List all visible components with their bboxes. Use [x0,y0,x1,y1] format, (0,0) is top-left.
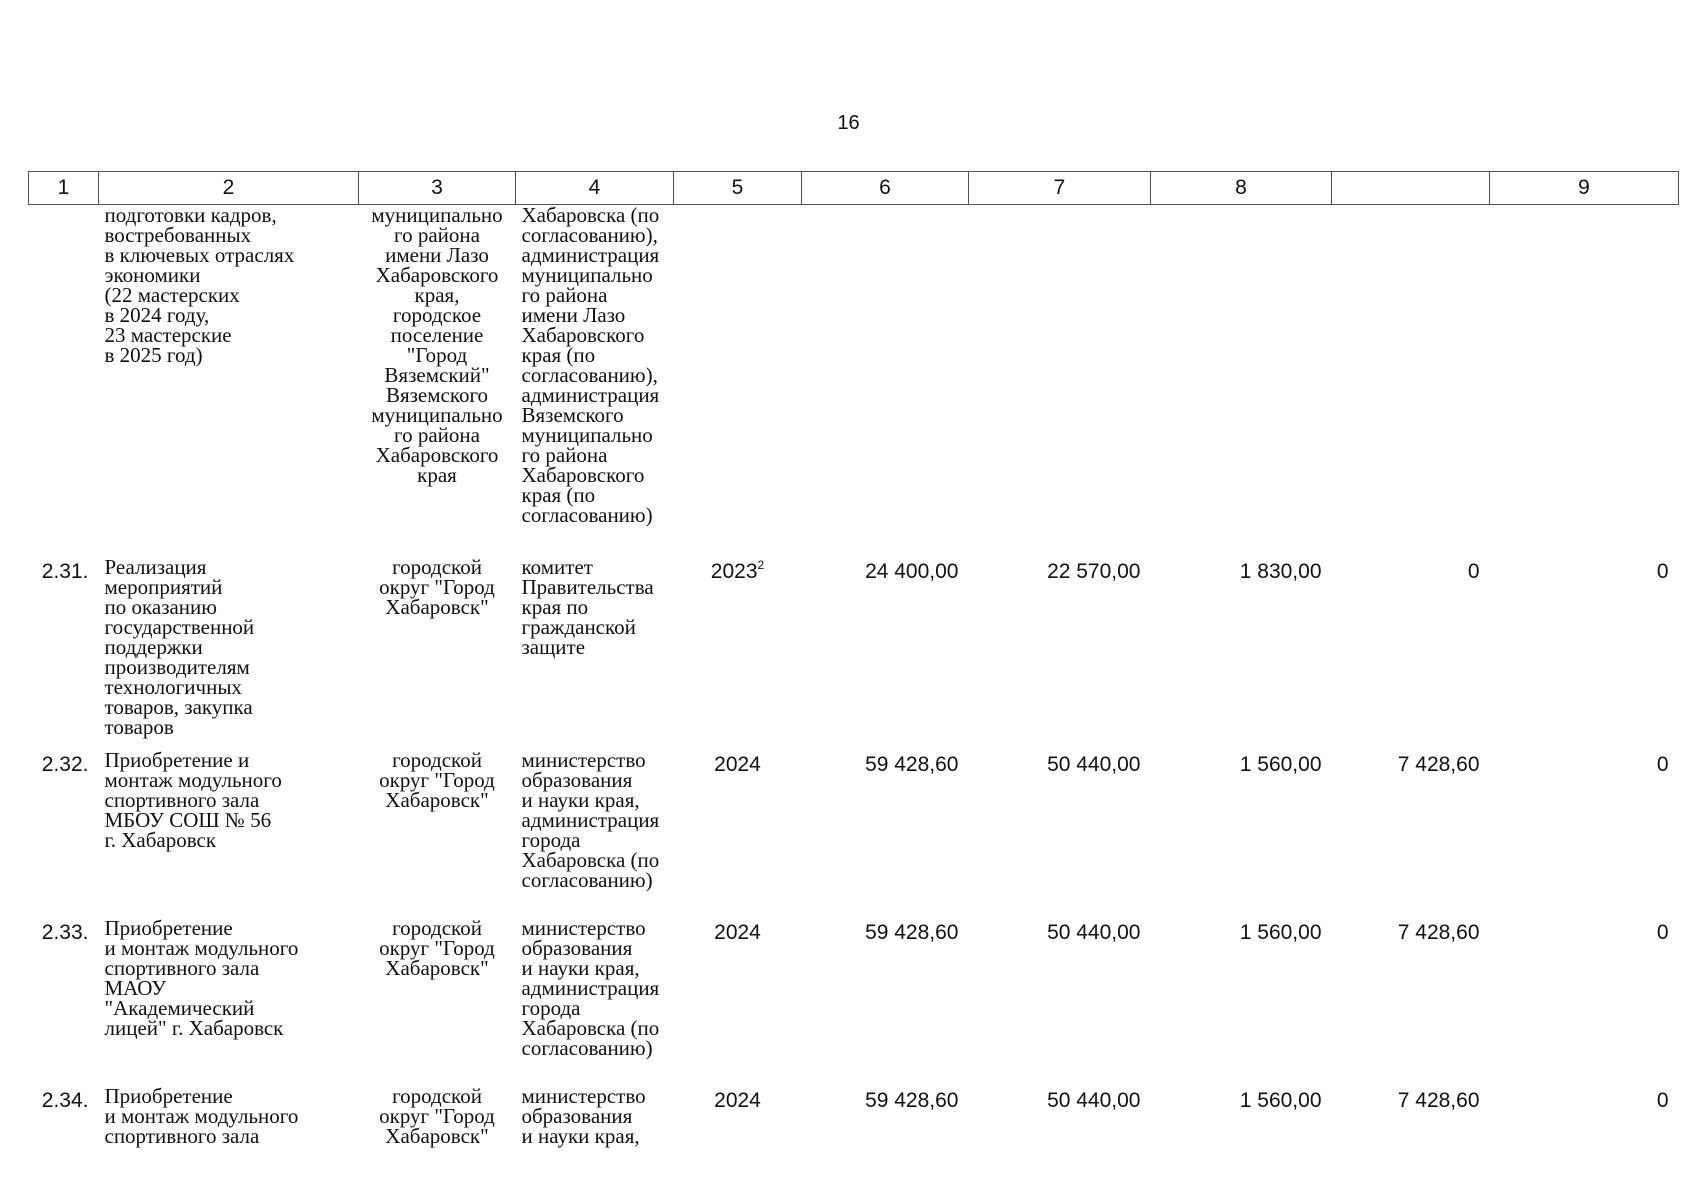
territory: муниципально го района имени Лазо Хабаровского края, городское поселение "Город Вяземский" Вяземского муниципально го района Хабаровского края [371,203,503,487]
row-number: 2.31. [41,559,89,583]
column-number-header [29,172,1679,205]
activity-name: подготовки кадров, востребованных в ключевых отраслях экономики (22 мастерских в 2024 году, 23 мастерские в 2025 год) [104,203,295,367]
column-header: 9 [1490,172,1679,205]
territory: городской округ "Город Хабаровск" [379,915,495,980]
activity-name: Приобретение и монтаж модульного спортивного зала МАОУ "Академический лицей" г. Хабаровск [104,915,299,1040]
year [674,1086,802,1166]
row-number: 2.32. [41,752,89,776]
local-amount: 7 428,60 [1397,920,1480,944]
year [674,750,802,918]
table-row [29,1086,1679,1166]
activity-name: Приобретение и монтаж модульного спортивного зала [104,1083,299,1148]
table-row [29,918,1679,1086]
executor: министерство образования и науки края, администрация города Хабаровска (по согласованию) [521,747,660,892]
other-amount: 0 [1656,920,1669,944]
federal-amount: 50 440,00 [1047,1088,1141,1112]
year-value: 2024 [714,1088,761,1112]
other-amount [1490,205,1679,557]
executor: министерство образования и науки края, администрация города Хабаровска (по согласованию) [521,915,660,1060]
year-value: 2023 [710,559,758,583]
table-row [29,557,1679,750]
row-number [29,205,99,557]
program-activities-table [28,171,1679,1166]
column-header [1332,172,1490,205]
regional-amount: 1 560,00 [1239,1088,1322,1112]
column-header: 6 [802,172,969,205]
other-amount: 0 [1656,559,1669,583]
year-footnote: 2 [757,557,765,572]
year-value: 2024 [714,752,761,776]
table-row [29,750,1679,918]
federal-amount [969,205,1151,557]
table-row [29,205,1679,557]
total-amount: 59 428,60 [865,752,959,776]
row-number: 2.33. [41,920,89,944]
territory: городской округ "Город Хабаровск" [379,554,495,619]
column-header: 8 [1151,172,1332,205]
activity-name: Приобретение и монтаж модульного спортивного зала МБОУ СОШ № 56 г. Хабаровск [104,747,282,852]
total-amount: 24 400,00 [865,559,959,583]
executor: Хабаровска (по согласованию), администрация муниципально го района имени Лазо Хабаровского края (по согласованию), администрация Вяземского муниципально го района Хабаровского края (по согласованию) [521,203,660,527]
other-amount: 0 [1656,752,1669,776]
federal-amount: 50 440,00 [1047,752,1141,776]
federal-amount: 50 440,00 [1047,920,1141,944]
territory: городской округ "Город Хабаровск" [379,747,495,812]
local-amount [1332,205,1490,557]
total-amount [802,205,969,557]
year [674,918,802,1086]
territory: городской округ "Город Хабаровск" [379,1083,495,1148]
total-amount: 59 428,60 [865,920,959,944]
regional-amount [1151,205,1332,557]
total-amount: 59 428,60 [865,1088,959,1112]
column-header: 4 [516,172,674,205]
year [674,205,802,557]
executor: министерство образования и науки края, [521,1083,646,1148]
regional-amount: 1 560,00 [1239,920,1322,944]
column-header: 7 [969,172,1151,205]
executor: комитет Правительства края по гражданской защите [521,554,654,659]
federal-amount: 22 570,00 [1047,559,1141,583]
column-header: 2 [99,172,359,205]
year [674,557,802,750]
column-header: 5 [674,172,802,205]
row-number: 2.34. [41,1088,89,1112]
year-value: 2024 [714,920,761,944]
activity-name: Реализация мероприятий по оказанию государственной поддержки производителям технологичных товаров, закупка товаров [104,554,255,739]
local-amount: 0 [1467,559,1480,583]
regional-amount: 1 830,00 [1239,559,1322,583]
regional-amount: 1 560,00 [1239,752,1322,776]
column-header: 3 [359,172,516,205]
local-amount: 7 428,60 [1397,752,1480,776]
other-amount: 0 [1656,1088,1669,1112]
column-header: 1 [29,172,99,205]
page-number: 16 [837,112,860,134]
local-amount: 7 428,60 [1397,1088,1480,1112]
